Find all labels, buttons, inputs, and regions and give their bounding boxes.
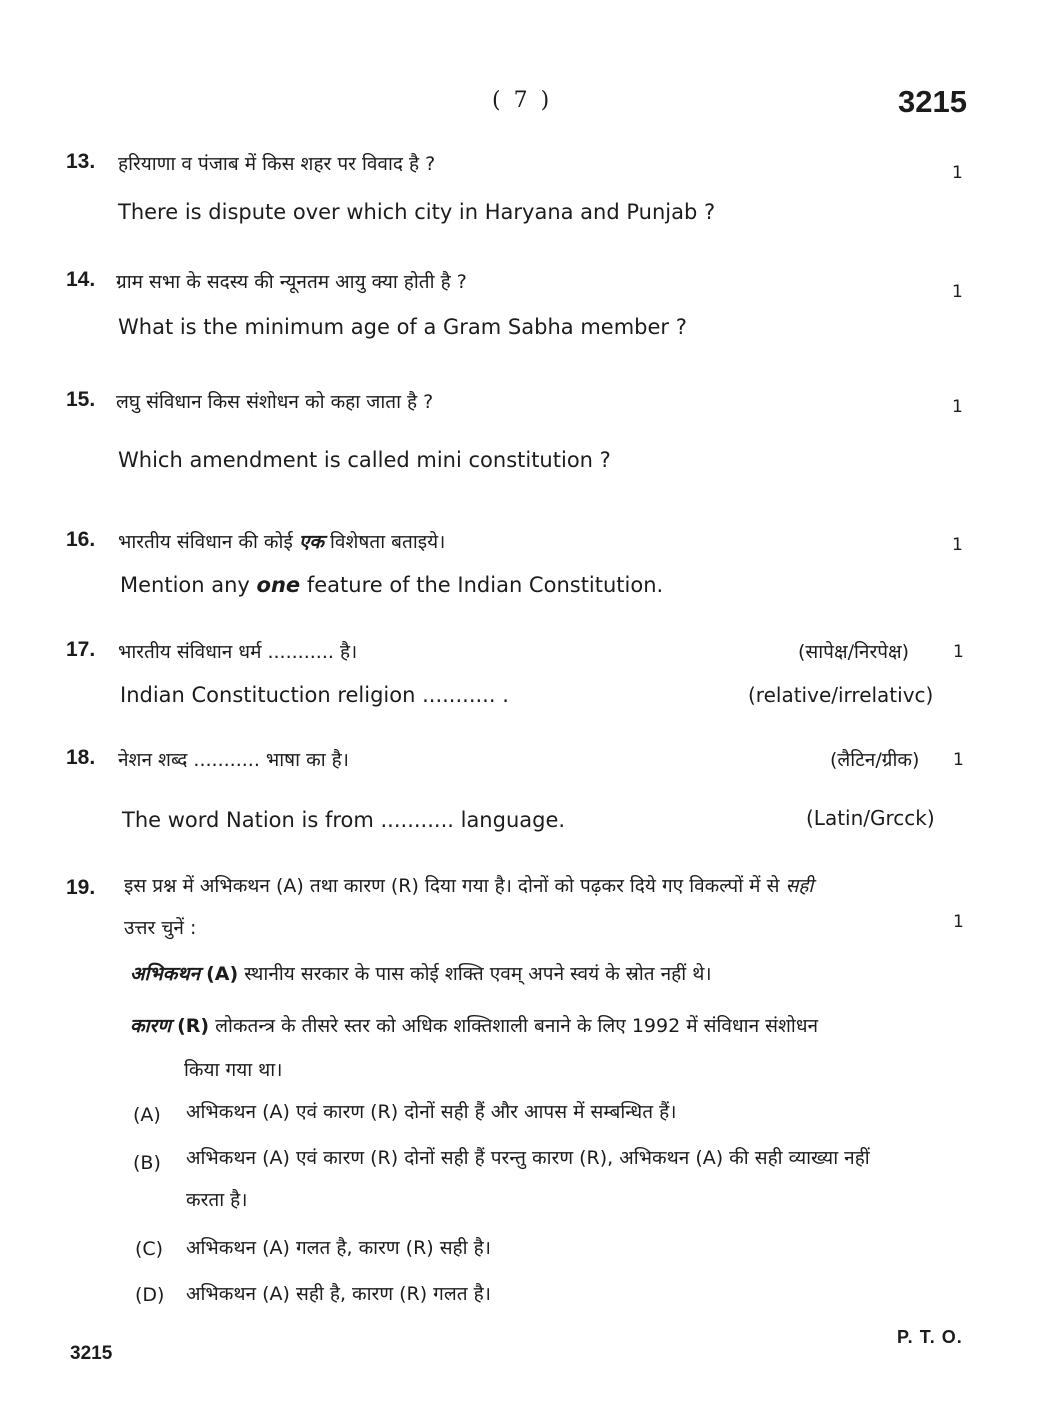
question-options-hindi: (सापेक्ष/निरपेक्ष): [798, 641, 910, 663]
option-text: अभिकथन (A) एवं कारण (R) दोनों सही हैं परन्तु कारण (R), अभिकथन (A) की सही व्याख्या नहीं: [186, 1147, 870, 1169]
emphasis-word: एक: [298, 531, 324, 553]
paper-code-header: 3215: [898, 84, 967, 119]
question-hindi: हरियाणा व पंजाब में किस शहर पर विवाद है ?: [118, 153, 436, 175]
pto-label: P. T. O.: [897, 1327, 963, 1347]
question-number: 14.: [66, 268, 96, 291]
question-options-hindi: (लैटिन/ग्रीक): [830, 749, 920, 771]
option-text: अभिकथन (A) सही है, कारण (R) गलत है।: [186, 1283, 491, 1305]
reason: कारण (R) लोकतन्त्र के तीसरे स्तर को अधिक शक्तिशाली बनाने के लिए 1992 में संविधान संशोधन: [130, 1015, 819, 1037]
question-number: 17.: [66, 638, 96, 661]
question-english: What is the minimum age of a Gram Sabha member ?: [118, 315, 687, 339]
question-english: The word Nation is from ........... language.: [122, 808, 566, 832]
page-number: ( 7 ): [492, 88, 553, 113]
question-number: 13.: [66, 150, 96, 173]
reason-tag: (R): [177, 1015, 210, 1037]
question-marks: 1: [953, 750, 964, 770]
question-options-english: (Latin/Grcck): [806, 806, 935, 830]
question-english: Which amendment is called mini constitution ?: [118, 448, 611, 472]
option-letter: (B): [133, 1152, 161, 1174]
assertion-label: अभिकथन: [130, 963, 201, 985]
question-marks: 1: [952, 282, 963, 302]
question-english: There is dispute over which city in Haryana and Punjab ?: [118, 200, 716, 224]
q19-instruction-line2: उत्तर चुनें :: [124, 917, 197, 939]
question-english: Mention any one feature of the Indian Constitution.: [120, 573, 664, 597]
option-letter: (D): [135, 1284, 165, 1306]
question-number: 16.: [66, 528, 96, 551]
question-hindi: लघु संविधान किस संशोधन को कहा जाता है ?: [116, 391, 434, 413]
question-hindi: ग्राम सभा के सदस्य की न्यूनतम आयु क्या होती है ?: [116, 271, 467, 293]
assertion-tag: (A): [206, 963, 239, 985]
option-text: अभिकथन (A) एवं कारण (R) दोनों सही हैं और आपस में सम्बन्धित हैं।: [186, 1101, 677, 1123]
question-marks: 1: [953, 912, 964, 932]
assertion: अभिकथन (A) स्थानीय सरकार के पास कोई शक्ति एवम् अपने स्वयं के स्रोत नहीं थे।: [130, 963, 712, 985]
question-options-english: (relative/irrelativc): [748, 683, 934, 707]
question-number: 15.: [66, 388, 96, 411]
emphasis-word: one: [256, 573, 301, 597]
reason-line2: किया गया था।: [184, 1059, 283, 1081]
option-text: अभिकथन (A) गलत है, कारण (R) सही है।: [186, 1237, 491, 1259]
reason-label: कारण: [130, 1015, 172, 1037]
question-marks: 1: [952, 535, 963, 555]
question-number: 19.: [66, 876, 96, 899]
question-hindi: नेशन शब्द ........... भाषा का है।: [118, 749, 349, 771]
emphasis-word: सही: [785, 875, 814, 897]
question-number: 18.: [66, 746, 96, 769]
question-marks: 1: [952, 397, 963, 417]
question-hindi: भारतीय संविधान धर्म ........... है।: [118, 641, 358, 663]
option-text-line2: करता है।: [186, 1189, 248, 1211]
question-hindi: भारतीय संविधान की कोई एक विशेषता बताइये।: [118, 531, 446, 553]
question-english: Indian Constituction religion ........... .: [120, 683, 509, 707]
paper-code-footer: 3215: [70, 1343, 113, 1364]
option-letter: (C): [135, 1238, 164, 1260]
q19-instruction: इस प्रश्न में अभिकथन (A) तथा कारण (R) दिया गया है। दोनों को पढ़कर दिये गए विकल्पों में से सही: [124, 875, 814, 897]
question-marks: 1: [953, 642, 964, 662]
option-letter: (A): [133, 1104, 161, 1126]
question-marks: 1: [952, 163, 963, 183]
